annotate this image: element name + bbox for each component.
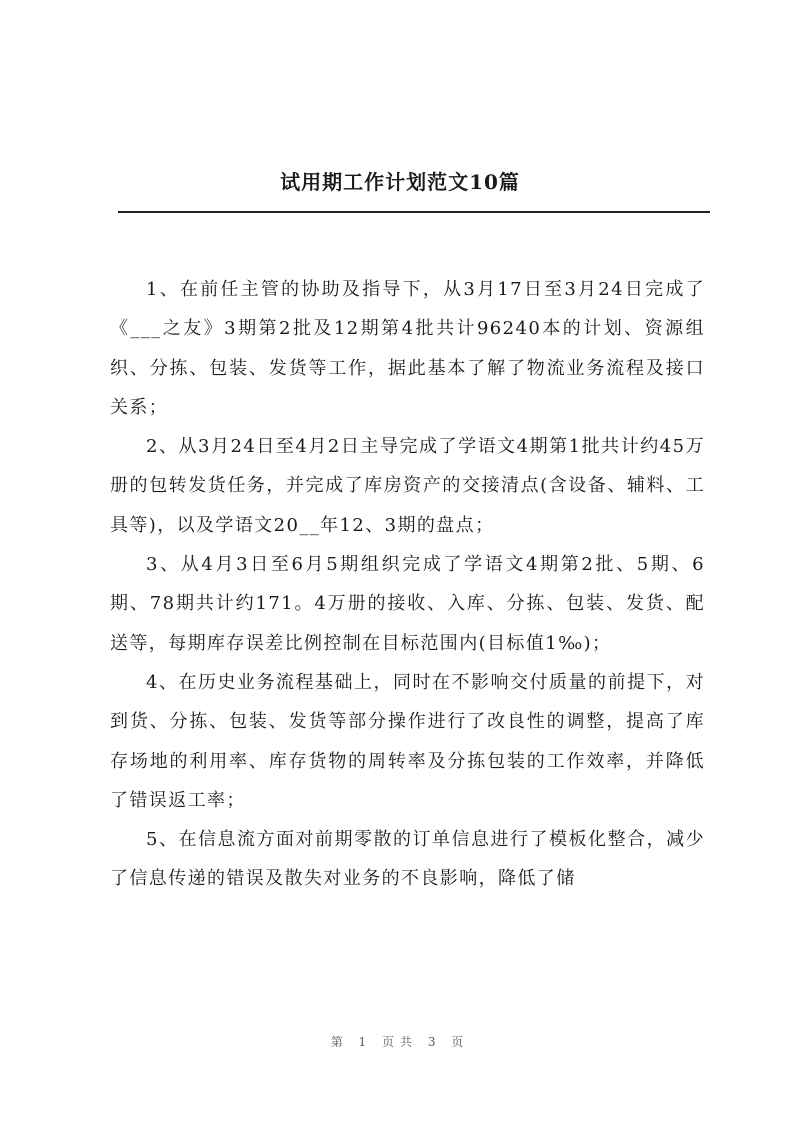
paragraph-5: 5、在信息流方面对前期零散的订单信息进行了模板化整合，减少了信息传递的错误及散失对业务的不良影响，降低了储 bbox=[110, 829, 705, 890]
paragraph-1: 1、在前任主管的协助及指导下，从3月17日至3月24日完成了《___之友》3期第2批及12期第4批共计96240本的计划、资源组织、分拣、包装、发货等工作，据此基本了解了物流业务流程及接口关系； bbox=[110, 279, 705, 418]
paragraph-4: 4、在历史业务流程基础上，同时在不影响交付质量的前提下，对到货、分拣、包装、发货等部分操作进行了改良性的调整，提高了库存场地的利用率、库存货物的周转率及分拣包装的工作效率，并降低了错误返工率； bbox=[110, 671, 705, 811]
document-title: 试用期工作计划范文10篇 bbox=[280, 170, 520, 194]
title-divider bbox=[118, 211, 710, 213]
page-footer: 第 1 页共 3 页 bbox=[330, 1035, 470, 1049]
document-body bbox=[110, 270, 705, 899]
paragraph-3: 3、从4月3日至6月5期组织完成了学语文4期第2批、5期、6期、78期共计约171。4万册的接收、入库、分拣、包装、发货、配送等，每期库存误差比例控制在目标范围内(目标值1‰)； bbox=[110, 554, 705, 654]
paragraph-2: 2、从3月24日至4月2日主导完成了学语文4期第1批共计约45万册的包转发货任务，并完成了库房资产的交接清点(含设备、辅料、工具等)，以及学语文20__年12、3期的盘点； bbox=[110, 436, 705, 536]
